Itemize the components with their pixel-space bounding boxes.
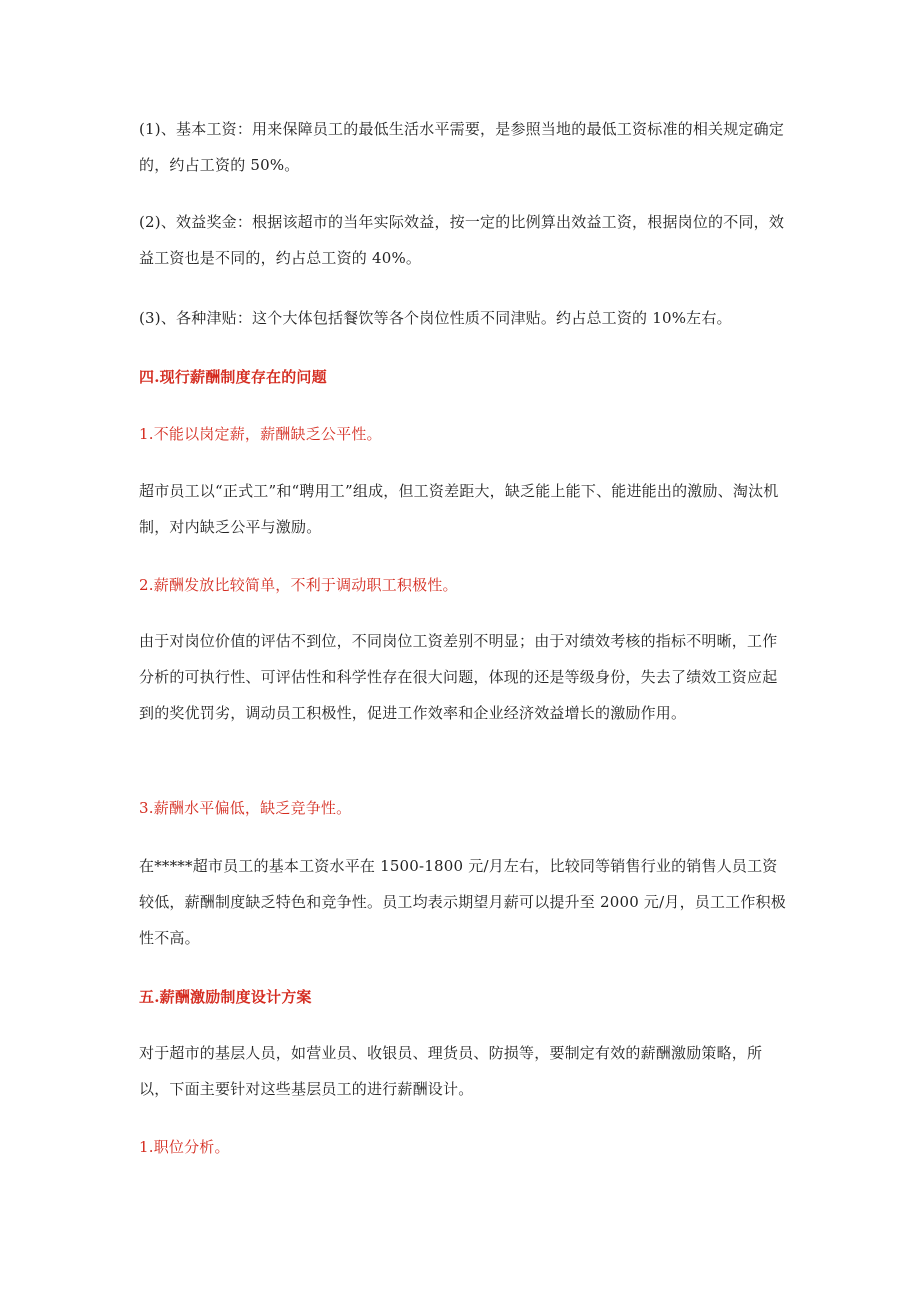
subheading-low-level: 3.薪酬水平偏低，缺乏竞争性。 (139, 799, 352, 817)
section-heading-design-plan: 五.薪酬激励制度设计方案 (139, 988, 312, 1006)
section-heading-current-problems: 四.现行薪酬制度存在的问题 (139, 368, 327, 386)
subheading-simple-payment: 2.薪酬发放比较简单，不利于调动职工积极性。 (139, 576, 458, 594)
paragraph-performance-bonus: (2)、效益奖金：根据该超市的当年实际效益，按一定的比例算出效益工资，根据岗位的不同，效益工资也是不同的，约占总工资的 40%。 (139, 213, 785, 267)
subheading-job-analysis: 1.职位分析。 (139, 1138, 230, 1156)
paragraph-allowances: (3)、各种津贴：这个大体包括餐饮等各个岗位性质不同津贴。约占总工资的 10%左右。 (139, 309, 732, 327)
paragraph-basic-salary: (1)、基本工资：用来保障员工的最低生活水平需要，是参照当地的最低工资标准的相关规定确定的，约占工资的 50%。 (139, 120, 785, 174)
subheading-fairness: 1.不能以岗定薪，薪酬缺乏公平性。 (139, 425, 382, 443)
paragraph-fairness-detail: 超市员工以“正式工”和“聘用工”组成，但工资差距大，缺乏能上能下、能进能出的激励、淘汰机制，对内缺乏公平与激励。 (139, 482, 779, 536)
paragraph-simple-payment-detail: 由于对岗位价值的评估不到位，不同岗位工资差别不明显；由于对绩效考核的指标不明晰，工作分析的可执行性、可评估性和科学性存在很大问题，体现的还是等级身份，失去了绩效工资应起到的奖优罚劣，调动员工积极性，促进工作效率和企业经济效益增长的激励作用。 (139, 632, 778, 722)
paragraph-low-level-detail: 在*****超市员工的基本工资水平在 1500-1800 元/月左右，比较同等销售行业的销售人员工资较低，薪酬制度缺乏特色和竞争性。员工均表示期望月薪可以提升至 2000 元/月，员工工作积极性不高。 (139, 857, 786, 947)
paragraph-design-plan-intro: 对于超市的基层人员，如营业员、收银员、理货员、防损等，要制定有效的薪酬激励策略，所以，下面主要针对这些基层员工的进行薪酬设计。 (139, 1044, 763, 1098)
